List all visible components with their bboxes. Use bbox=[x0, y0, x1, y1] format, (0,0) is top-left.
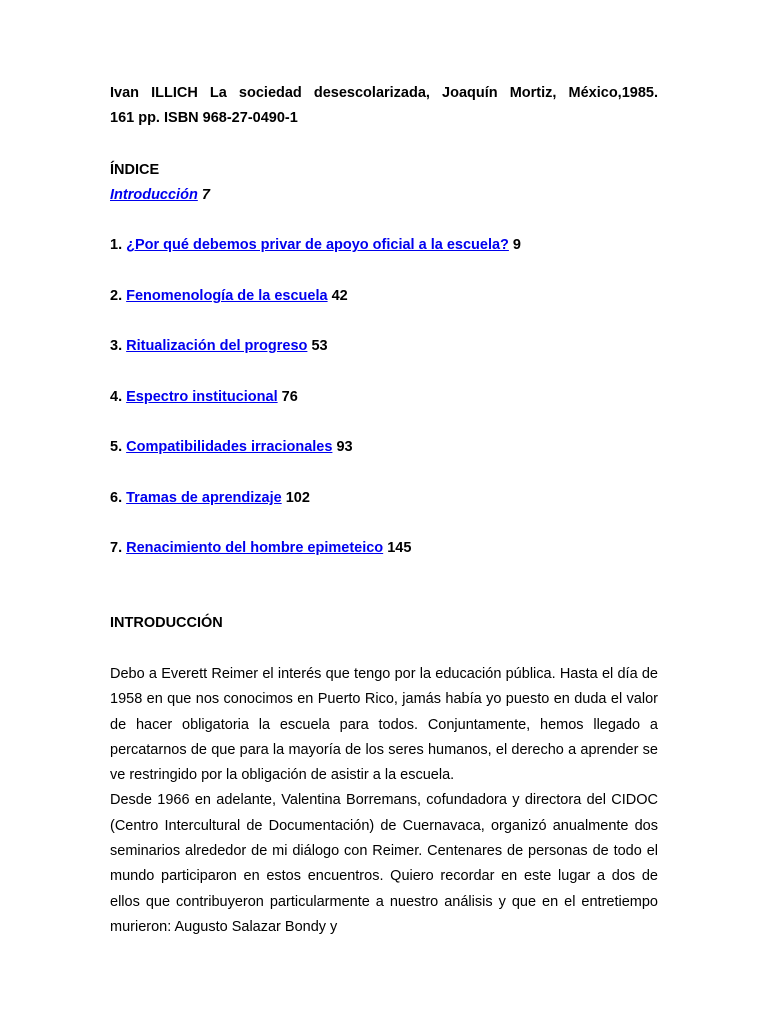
toc-entry-5 bbox=[110, 435, 353, 460]
toc-link-chapter-1[interactable]: ¿Por qué debemos privar de apoyo oficial a la escuela? bbox=[126, 237, 509, 253]
book-citation bbox=[110, 81, 658, 131]
toc-number: 7. bbox=[110, 540, 123, 556]
toc-page-number: 93 bbox=[336, 439, 353, 455]
toc-number: 3. bbox=[110, 338, 123, 354]
toc-link-chapter-7[interactable]: Renacimiento del hombre epimeteico bbox=[126, 540, 384, 556]
paragraph-2: Desde 1966 en adelante, Valentina Borremans, cofundadora y directora del CIDOC (Centro Intercultural de Documentación) de Cuernavaca, organizó anualmente dos seminarios alrededor de mi diálogo con Reimer. Centenares de personas de todo el mundo participaron en estos encuentros. Quiero recordar en este lugar a dos de ellos que contribuyeron particularmente a nuestro análisis y que en el entretiempo murieron: Augusto Salazar Bondy y bbox=[110, 792, 658, 935]
toc-page-number: 53 bbox=[311, 338, 328, 354]
citation-line-2: 161 pp. ISBN 968-27-0490-1 bbox=[110, 110, 298, 126]
toc-number: 5. bbox=[110, 439, 123, 455]
toc-entry-6 bbox=[110, 486, 310, 511]
toc-page-number: 9 bbox=[512, 237, 521, 253]
toc-link-chapter-6[interactable]: Tramas de aprendizaje bbox=[126, 490, 282, 506]
toc-number: 6. bbox=[110, 490, 123, 506]
toc-link-chapter-4[interactable]: Espectro institucional bbox=[126, 389, 278, 405]
toc-page-introduccion: 7 bbox=[201, 187, 210, 203]
toc-link-chapter-3[interactable]: Ritualización del progreso bbox=[126, 338, 308, 354]
toc-page-number: 42 bbox=[331, 288, 348, 304]
toc-link-chapter-2[interactable]: Fenomenología de la escuela bbox=[126, 288, 328, 304]
section-heading-introduccion: INTRODUCCIÓN bbox=[110, 615, 223, 631]
toc-entry-1 bbox=[110, 233, 521, 258]
toc-number: 1. bbox=[110, 237, 123, 253]
citation-line-1: Ivan ILLICH La sociedad desescolarizada, Joaquín Mortiz, México,1985. bbox=[110, 85, 658, 101]
introduction-body bbox=[110, 662, 658, 935]
toc-entry-7 bbox=[110, 536, 411, 561]
toc-entry-introduccion bbox=[110, 183, 210, 208]
toc-link-introduccion[interactable]: Introducción bbox=[110, 187, 198, 203]
toc-entry-2 bbox=[110, 284, 348, 309]
toc-page-number: 102 bbox=[285, 490, 310, 506]
toc-entry-4 bbox=[110, 385, 298, 410]
toc-page-number: 145 bbox=[387, 540, 412, 556]
toc-page-number: 76 bbox=[281, 389, 298, 405]
toc-entry-3 bbox=[110, 334, 328, 359]
toc-number: 4. bbox=[110, 389, 123, 405]
toc-number: 2. bbox=[110, 288, 123, 304]
index-heading: ÍNDICE bbox=[110, 162, 160, 178]
paragraph-1: Debo a Everett Reimer el interés que tengo por la educación pública. Hasta el día de 1958 en que nos conocimos en Puerto Rico, jamás había yo puesto en duda el valor de hacer obligatoria la escuela para todos. Conjuntamente, hemos llegado a percatarnos de que para la mayoría de los seres humanos, el derecho a aprender se ve restringido por la obligación de asistir a la escuela. bbox=[110, 666, 658, 784]
toc-link-chapter-5[interactable]: Compatibilidades irracionales bbox=[126, 439, 333, 455]
